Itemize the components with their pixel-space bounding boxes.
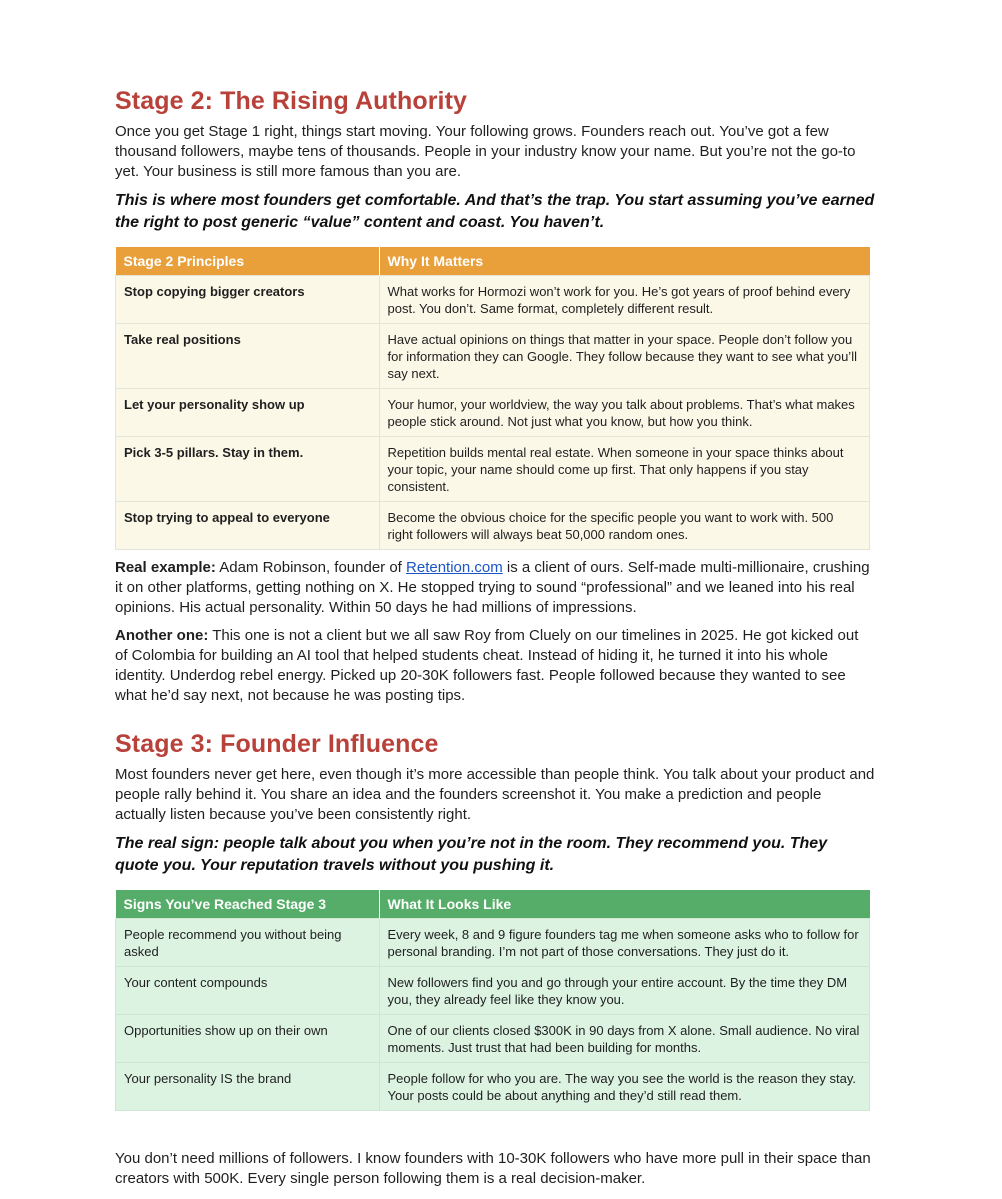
table-header-row (116, 247, 870, 276)
principle-cell: Let your personality show up (116, 389, 380, 437)
table-header-looks: What It Looks Like (379, 890, 870, 919)
table-row (116, 502, 870, 550)
looks-cell: People follow for who you are. The way you see the world is the reason they stay. Your posts could be about anything and they’d still read them. (379, 1063, 870, 1111)
principle-cell: Take real positions (116, 324, 380, 389)
table-row (116, 389, 870, 437)
stage2-principles-table (115, 247, 870, 550)
table-row (116, 437, 870, 502)
table-row (116, 1063, 870, 1111)
real-example-label: Real example: (115, 559, 216, 576)
stage2-heading: Stage 2: The Rising Authority (115, 87, 467, 115)
why-cell: Become the obvious choice for the specific people you want to work with. 500 right followers will always beat 50,000 random ones. (379, 502, 870, 550)
looks-cell: New followers find you and go through your entire account. By the time they DM you, they already feel like they know you. (379, 967, 870, 1015)
table-row (116, 324, 870, 389)
stage3-heading: Stage 3: Founder Influence (115, 730, 439, 758)
stage3-signs-table (115, 890, 870, 1111)
stage2-callout: This is where most founders get comfortable. And that’s the trap. You start assuming you’ve earned the right to post generic “value” content and coast. You haven’t. (115, 192, 875, 231)
real-example-text-after: is a client of ours. Self-made multi-millionaire, crushing it on other platforms, getting nothing on X. He stopped trying to sound “professional” and we leaned into his real opinions. His actual personality. Within 50 days he had millions of impressions. (115, 559, 870, 616)
table-header-row (116, 890, 870, 919)
table-header-principles: Stage 2 Principles (116, 247, 380, 276)
table-header-why: Why It Matters (379, 247, 870, 276)
sign-cell: People recommend you without being asked (116, 919, 380, 967)
looks-cell: One of our clients closed $300K in 90 days from X alone. Small audience. No viral moments. Just trust that had been building for months. (379, 1015, 870, 1063)
stage3-intro: Most founders never get here, even though it’s more accessible than people think. You talk about your product and people rally behind it. You share an idea and the founders screenshot it. You make a prediction and people actually listen because you’ve been consistently right. (115, 766, 875, 823)
looks-cell: Every week, 8 and 9 figure founders tag me when someone asks who to follow for personal branding. I’m not part of those conversations. They just do it. (379, 919, 870, 967)
sign-cell: Your personality IS the brand (116, 1063, 380, 1111)
table-row (116, 919, 870, 967)
another-example-label: Another one: (115, 627, 209, 644)
another-example-text: This one is not a client but we all saw Roy from Cluely on our timelines in 2025. He got kicked out of Colombia for building an AI tool that helped students cheat. Instead of hiding it, he turned it into his whole identity. Underdog rebel energy. Picked up 20-30K followers fast. People followed because they wanted to see what he’d say next, not because he was posting tips. (115, 627, 859, 704)
principle-cell: Stop trying to appeal to everyone (116, 502, 380, 550)
sign-cell: Your content compounds (116, 967, 380, 1015)
table-header-signs: Signs You’ve Reached Stage 3 (116, 890, 380, 919)
why-cell: Have actual opinions on things that matter in your space. People don’t follow you for information they can Google. They follow because they want to see what you’ll say next. (379, 324, 870, 389)
another-example-paragraph (115, 626, 875, 706)
why-cell: Repetition builds mental real estate. When someone in your space thinks about your topic, your name should come up first. That only happens if you stay consistent. (379, 437, 870, 502)
real-example-paragraph (115, 558, 875, 618)
document-page (115, 86, 875, 1189)
stage2-intro: Once you get Stage 1 right, things start moving. Your following grows. Founders reach out. You’ve got a few thousand followers, maybe tens of thousands. People in your industry know your name. But you’re not the go-to yet. Your business is still more famous than you are. (115, 123, 856, 180)
principle-cell: Pick 3-5 pillars. Stay in them. (116, 437, 380, 502)
principle-cell: Stop copying bigger creators (116, 276, 380, 324)
real-example-text-before: Adam Robinson, founder of (215, 559, 407, 576)
table-row (116, 276, 870, 324)
stage3-callout: The real sign: people talk about you when you’re not in the room. They recommend you. They quote you. Your reputation travels without you pushing it. (115, 835, 828, 874)
closing-paragraph: You don’t need millions of followers. I know founders with 10-30K followers who have more pull in their space than creators with 500K. Every single person following them is a real decision-maker. (115, 1150, 871, 1187)
why-cell: Your humor, your worldview, the way you talk about problems. That’s what makes people stick around. Not just what you know, but how you think. (379, 389, 870, 437)
table-row (116, 967, 870, 1015)
table-row (116, 1015, 870, 1063)
sign-cell: Opportunities show up on their own (116, 1015, 380, 1063)
retention-link[interactable]: Retention.com (406, 559, 503, 576)
why-cell: What works for Hormozi won’t work for you. He’s got years of proof behind every post. You don’t. Same format, completely different result. (379, 276, 870, 324)
